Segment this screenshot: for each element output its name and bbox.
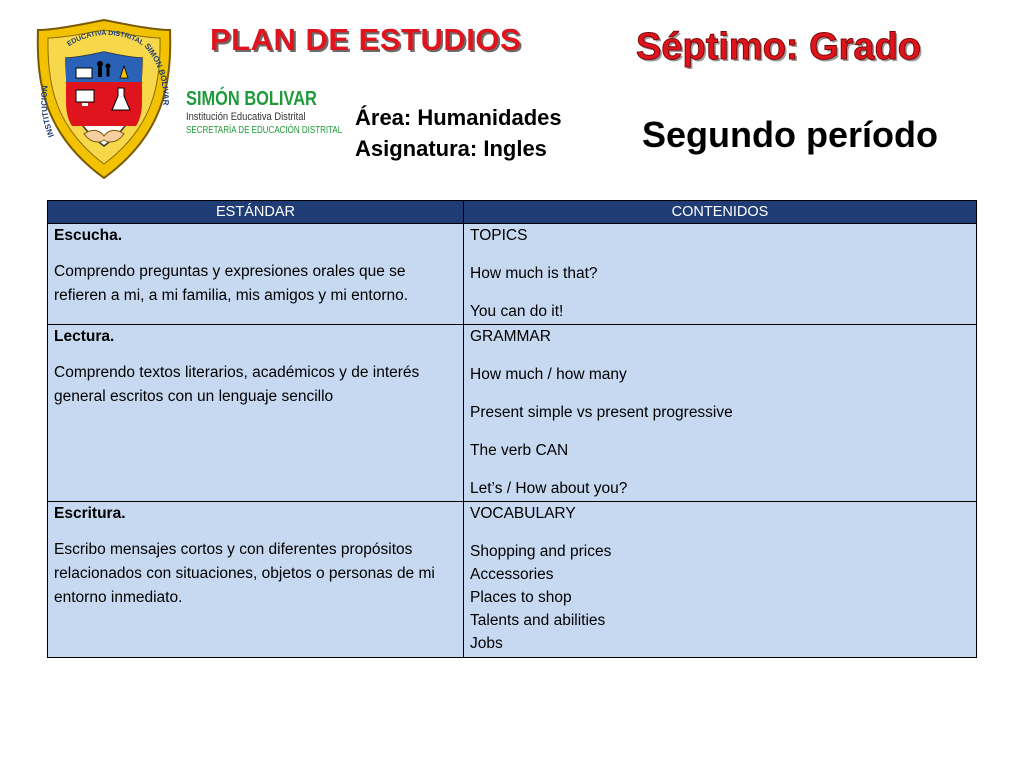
content-item: Present simple vs present progressive: [470, 404, 733, 421]
standard-cell: [48, 502, 464, 658]
contents-cell: [464, 325, 977, 502]
standard-cell: [48, 325, 464, 502]
content-item: GRAMMAR: [470, 328, 551, 345]
standard-cell: [48, 224, 464, 325]
area-subject-block: [355, 102, 562, 164]
grade-title: Séptimo: Grado: [636, 26, 922, 68]
standard-description: Comprendo textos literarios, académicos y de interés general escritos con un lenguaje sencillo: [54, 364, 420, 405]
subject-label: Asignatura: Ingles: [355, 136, 547, 161]
period-title: Segundo período: [642, 114, 938, 155]
content-item: TOPICS: [470, 227, 528, 244]
content-item: Let’s / How about you?: [470, 480, 628, 497]
standard-description: Escribo mensajes cortos y con diferentes propósitos relacionados con situaciones, objetos o personas de mi entorno inmediato.: [54, 541, 435, 606]
table-header-row: [48, 201, 977, 224]
standard-title: Escucha.: [54, 227, 123, 244]
standard-title: Lectura.: [54, 328, 115, 345]
content-item: Accessories: [470, 566, 554, 583]
content-item: VOCABULARY: [470, 505, 576, 522]
logo-arc-right-text: SIMON BOLIVAR: [142, 41, 171, 106]
content-item: The verb CAN: [470, 442, 569, 459]
study-plan-table: [47, 200, 977, 658]
content-item: Shopping and prices: [470, 543, 612, 560]
content-item: Talents and abilities: [470, 612, 606, 629]
content-item: How much / how many: [470, 366, 627, 383]
header-contents: CONTENIDOS: [464, 201, 977, 224]
contents-cell: [464, 224, 977, 325]
table-row: [48, 325, 977, 502]
logo-arc-top-text: EDUCATIVA DISTRITAL: [66, 29, 145, 49]
content-item: How much is that?: [470, 265, 598, 282]
plan-title: PLAN DE ESTUDIOS: [210, 22, 522, 57]
standard-description: Comprendo preguntas y expresiones orales que se refieren a mi, a mi familia, mis amigos y mi entorno.: [54, 263, 409, 304]
area-label: Área: Humanidades: [355, 105, 562, 130]
school-name-block: [186, 88, 381, 137]
logo-arc-left-text: INSTITUCION: [39, 84, 56, 139]
standard-title: Escritura.: [54, 505, 126, 522]
header-standard: ESTÁNDAR: [48, 201, 464, 224]
content-item: Jobs: [470, 635, 503, 652]
content-item: Places to shop: [470, 589, 572, 606]
contents-cell: [464, 502, 977, 658]
table-row: [48, 224, 977, 325]
content-item: You can do it!: [470, 303, 564, 320]
school-crest-logo: [34, 16, 174, 182]
school-name: SIMÓN BOLIVAR: [186, 88, 317, 110]
secretaria-label: SECRETARÍA DE EDUCACIÓN DISTRITAL: [186, 125, 343, 136]
school-subtitle: Institución Educativa Distrital: [186, 111, 306, 123]
table-row: [48, 502, 977, 658]
